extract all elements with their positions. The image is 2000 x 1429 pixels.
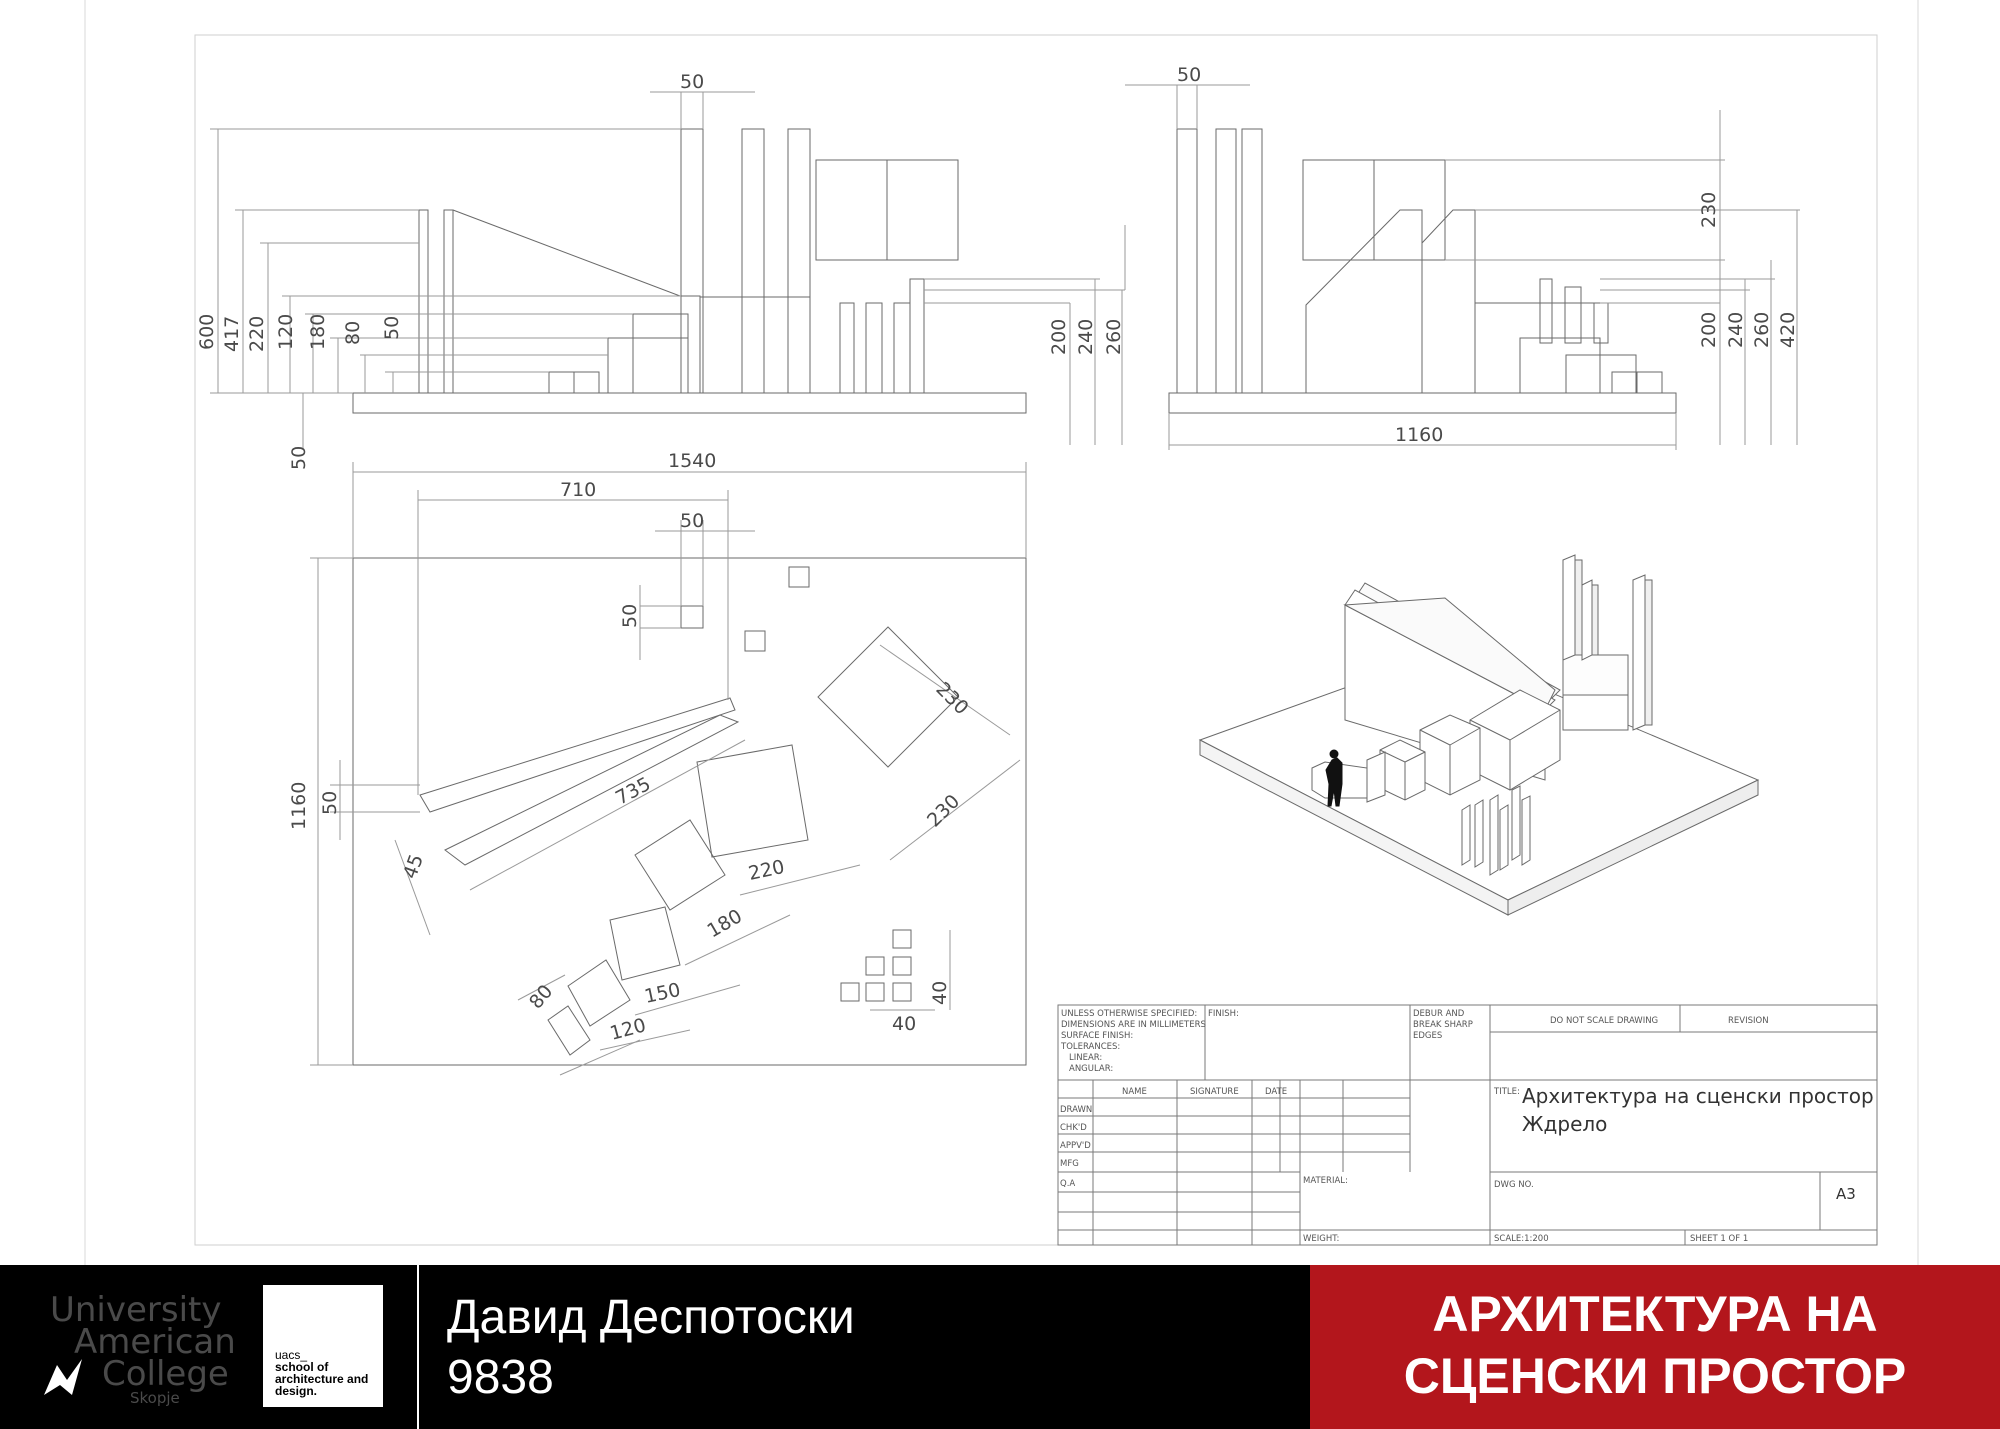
front-elevation — [210, 92, 1125, 450]
drawing-subtitle: Ждрело — [1522, 1112, 1608, 1136]
university-logo — [22, 1285, 242, 1409]
dim-label: 50 — [680, 510, 705, 532]
tb-note: LINEAR: — [1069, 1053, 1103, 1063]
tb-revision: REVISION — [1728, 1016, 1769, 1026]
dim-label: 50 — [381, 315, 403, 340]
dim-label: 417 — [221, 315, 243, 352]
plan-dimension-labels — [288, 450, 973, 1045]
tb-debur: EDGES — [1413, 1031, 1443, 1041]
dim-label: 260 — [1103, 318, 1125, 355]
dim-label: 180 — [703, 905, 746, 943]
dim-label: 1540 — [668, 450, 717, 472]
dim-label: 260 — [1751, 311, 1773, 348]
side-dimension-labels — [1177, 64, 1799, 446]
tb-finish: FINISH: — [1208, 1009, 1239, 1019]
dim-label: 230 — [922, 790, 965, 832]
dim-label: 50 — [319, 790, 341, 815]
title-block — [1058, 1005, 1877, 1245]
tb-note: SURFACE FINISH: — [1061, 1031, 1134, 1041]
tb-dwg-no: DWG NO. — [1494, 1180, 1534, 1190]
tb-title-label: TITLE: — [1494, 1087, 1520, 1097]
tb-debur: BREAK SHARP — [1413, 1020, 1473, 1030]
dim-label: 230 — [1698, 191, 1720, 228]
tb-debur: DEBUR AND — [1413, 1009, 1465, 1019]
dim-label: 45 — [399, 851, 428, 882]
dim-label: 120 — [607, 1014, 649, 1045]
divider — [417, 1265, 419, 1429]
dim-label: 40 — [929, 980, 951, 1005]
dim-label: 80 — [342, 320, 364, 345]
dim-label: 240 — [1075, 318, 1097, 355]
uacs-logo — [263, 1285, 383, 1407]
uacs-logo-line-2: school of architecture and design. — [275, 1360, 369, 1398]
tb-row-label: DRAWN — [1060, 1105, 1093, 1115]
student-id: 9838 — [447, 1351, 554, 1404]
dim-label: 40 — [892, 1013, 917, 1035]
title-block-text — [1060, 1009, 1874, 1244]
tb-row-label: Q.A — [1060, 1179, 1076, 1189]
tb-material: MATERIAL: — [1303, 1176, 1348, 1186]
tb-scale: SCALE:1:200 — [1494, 1234, 1549, 1244]
tb-col-date: DATE — [1265, 1087, 1288, 1097]
footer-banner — [0, 1265, 2000, 1429]
dim-label: 50 — [1177, 64, 1202, 86]
tb-row-label: MFG — [1060, 1159, 1079, 1169]
front-dimension-labels — [196, 71, 1125, 470]
dim-label: 80 — [524, 980, 558, 1014]
course-title-box — [1310, 1265, 2000, 1429]
tb-do-not-scale: DO NOT SCALE DRAWING — [1550, 1016, 1659, 1026]
dim-label: 200 — [1698, 311, 1720, 348]
isometric-view — [1200, 555, 1758, 915]
tb-row-label: APPV'D — [1060, 1141, 1091, 1151]
dim-label: 200 — [1048, 318, 1070, 355]
logo-line-4: Skopje — [130, 1389, 180, 1407]
logo-line-1: University — [50, 1290, 222, 1330]
tb-weight: WEIGHT: — [1303, 1234, 1340, 1244]
side-elevation — [1125, 85, 1800, 450]
dim-label: 230 — [931, 677, 973, 720]
dim-label: 120 — [275, 313, 297, 350]
dim-label: 710 — [560, 479, 597, 501]
tb-size: A3 — [1836, 1185, 1856, 1203]
drawing-border — [195, 35, 1877, 1245]
tb-sheet: SHEET 1 OF 1 — [1690, 1234, 1749, 1244]
tb-note: UNLESS OTHERWISE SPECIFIED: — [1061, 1009, 1198, 1019]
course-title-line-1: АРХИТЕКТУРА НА — [1432, 1286, 1878, 1342]
dim-label: 150 — [642, 978, 683, 1008]
tb-col-name: NAME — [1122, 1087, 1147, 1097]
logo-line-2: American — [74, 1322, 236, 1362]
drawing-title: Архитектура на сценски простор — [1522, 1084, 1874, 1108]
uacs-logo-line-1: uacs_ — [275, 1348, 308, 1362]
tb-note: DIMENSIONS ARE IN MILLIMETERS — [1061, 1020, 1206, 1030]
tb-row-label: CHK'D — [1060, 1123, 1087, 1133]
tb-col-signature: SIGNATURE — [1190, 1087, 1239, 1097]
dim-label: 240 — [1725, 311, 1747, 348]
star-icon — [44, 1359, 82, 1395]
dim-label: 50 — [288, 445, 310, 470]
dim-label: 1160 — [1395, 424, 1444, 446]
dim-label: 420 — [1777, 311, 1799, 348]
logo-line-3: College — [102, 1354, 229, 1394]
dim-label: 220 — [746, 855, 787, 885]
student-name: Давид Деспотоски — [447, 1291, 855, 1344]
dim-label: 1160 — [288, 781, 310, 830]
tb-note: ANGULAR: — [1069, 1064, 1114, 1074]
dim-label: 50 — [619, 603, 641, 628]
dim-label: 735 — [612, 772, 655, 810]
dim-label: 180 — [307, 313, 329, 350]
dim-label: 600 — [196, 313, 218, 350]
course-title-line-2: СЦЕНСКИ ПРОСТОР — [1403, 1348, 1907, 1404]
dim-label: 50 — [680, 71, 705, 93]
dim-label: 220 — [246, 315, 268, 352]
tb-note: TOLERANCES: — [1061, 1042, 1121, 1052]
